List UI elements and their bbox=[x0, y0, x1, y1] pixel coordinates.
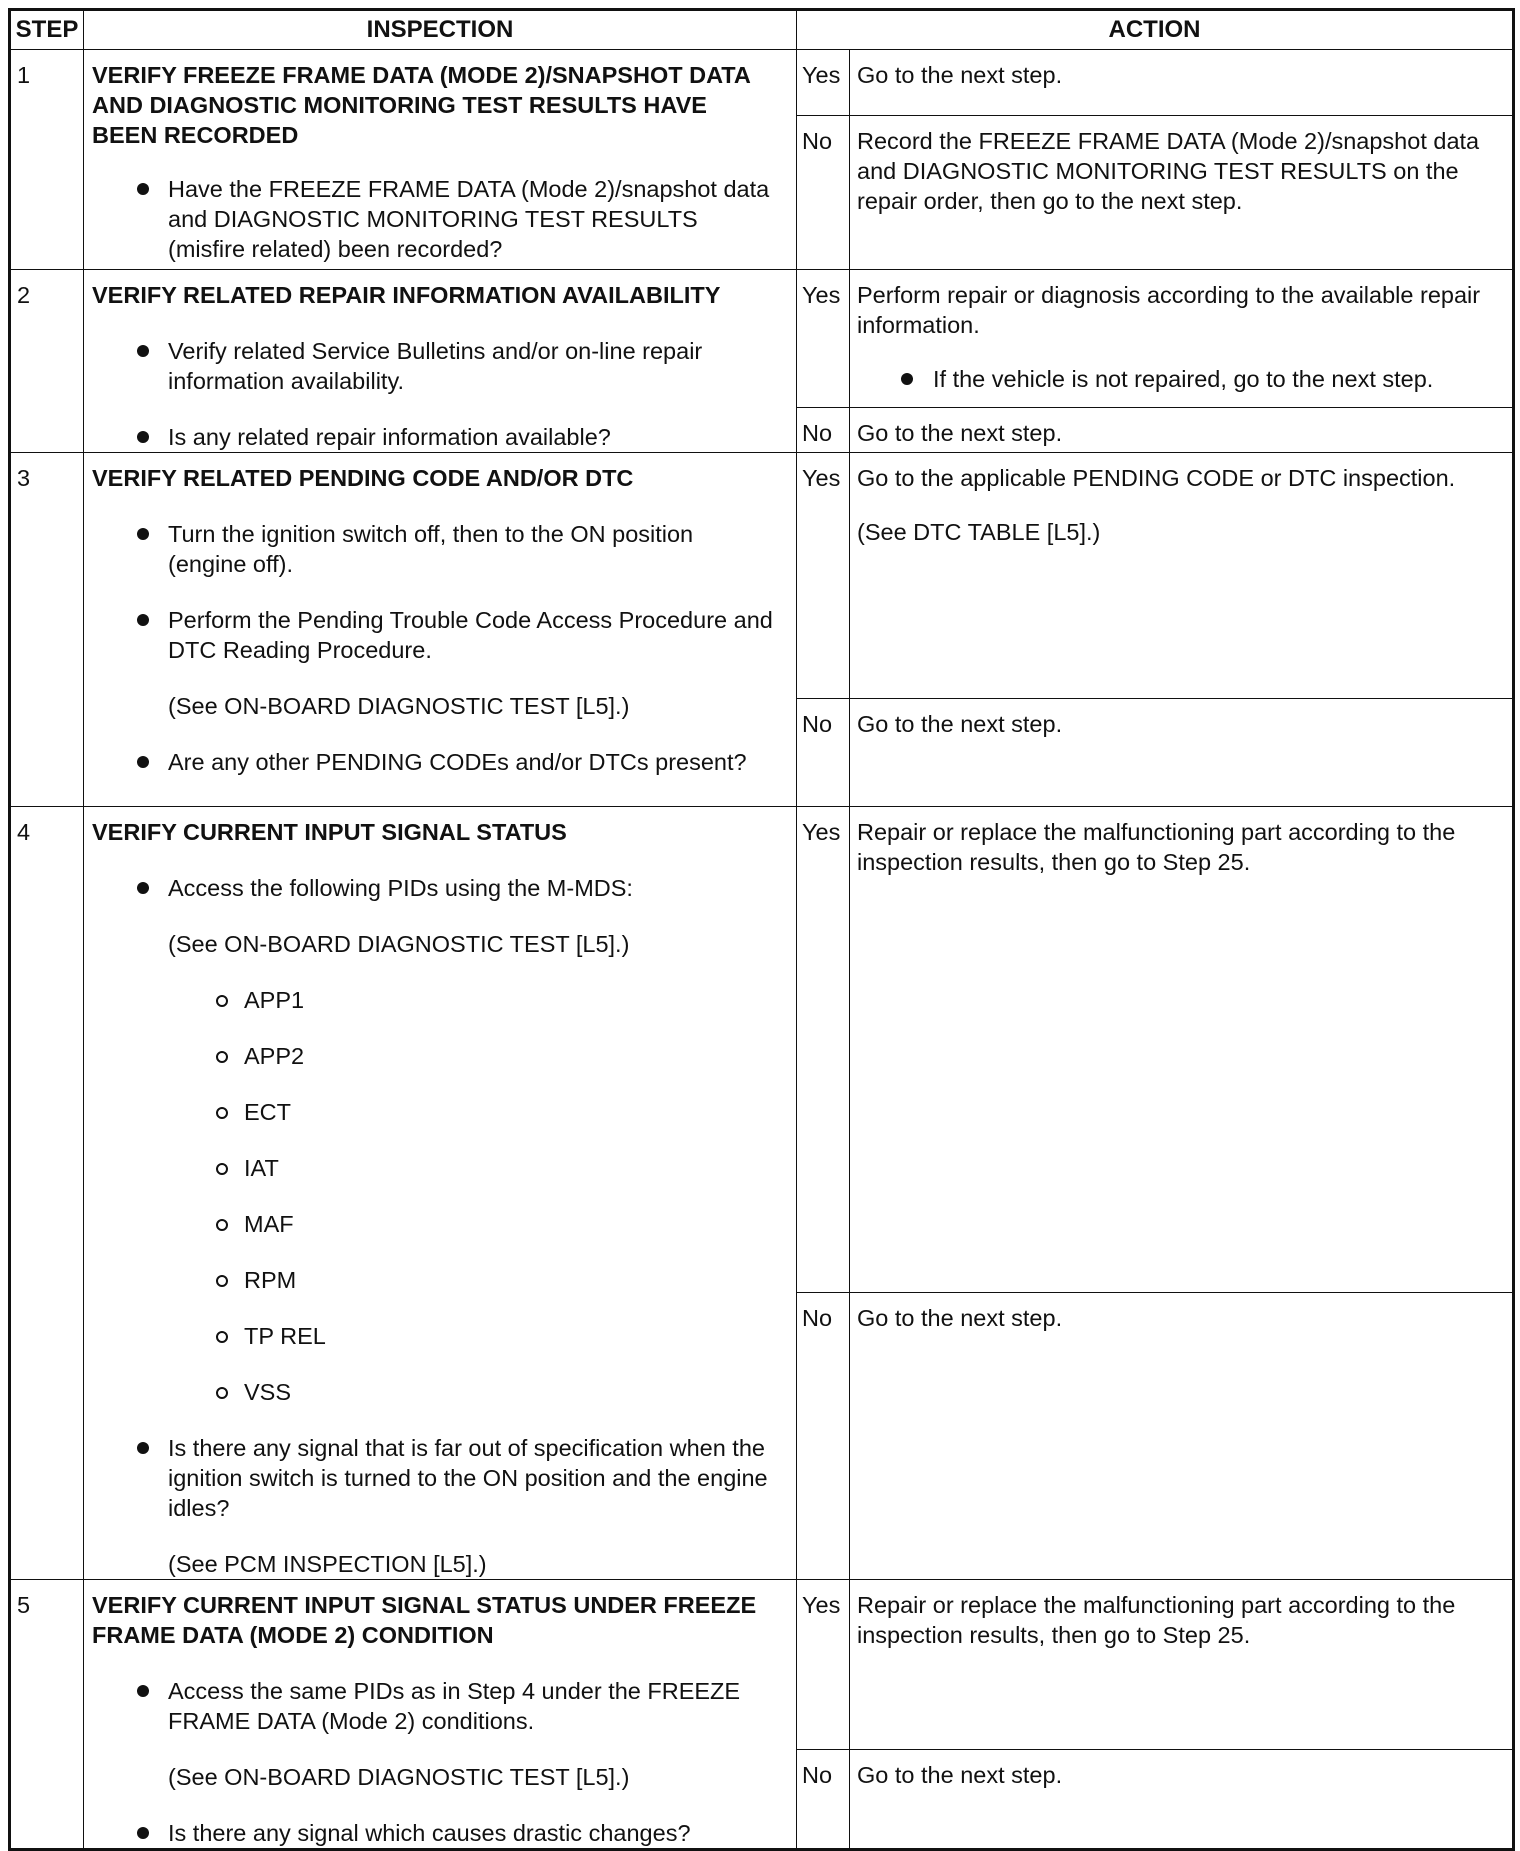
bullet-item: Access the same PIDs as in Step 4 under the FREEZE FRAME DATA (Mode 2) conditions. bbox=[92, 1676, 778, 1736]
bullet-item: Perform the Pending Trouble Code Access Procedure and DTC Reading Procedure. bbox=[92, 605, 778, 665]
step-title: VERIFY RELATED REPAIR INFORMATION AVAILABILITY bbox=[92, 282, 721, 308]
step-title: VERIFY RELATED PENDING CODE AND/OR DTC bbox=[92, 465, 634, 491]
yes-label: Yes bbox=[797, 270, 850, 408]
bullet-item: Is any related repair information available? bbox=[92, 422, 778, 452]
table-header-row bbox=[10, 10, 1514, 50]
yes-action-cell bbox=[850, 453, 1514, 699]
step-number: 5 bbox=[10, 1580, 84, 1850]
inspection-cell bbox=[84, 1580, 797, 1850]
no-action: Go to the next step. bbox=[850, 1293, 1514, 1580]
no-action: Go to the next step. bbox=[850, 1750, 1514, 1850]
table-row bbox=[10, 453, 1514, 699]
bullet-item: Have the FREEZE FRAME DATA (Mode 2)/snapshot data and DIAGNOSTIC MONITORING TEST RESULTS (misfire related) been recorded? bbox=[92, 174, 778, 264]
pid-item: IAT bbox=[92, 1153, 778, 1183]
bullet-item: Verify related Service Bulletins and/or on-line repair information availability. bbox=[92, 336, 778, 396]
pid-item: ECT bbox=[92, 1097, 778, 1127]
yes-label: Yes bbox=[797, 807, 850, 1293]
table-row bbox=[10, 270, 1514, 408]
header-inspection: INSPECTION bbox=[84, 10, 797, 50]
pid-item: APP2 bbox=[92, 1041, 778, 1071]
step-number: 1 bbox=[10, 50, 84, 270]
yes-action-cell bbox=[850, 270, 1514, 408]
pid-item: TP REL bbox=[92, 1321, 778, 1351]
table-row bbox=[10, 1580, 1514, 1750]
bullet-item: Is there any signal which causes drastic changes? bbox=[92, 1818, 778, 1848]
table-row bbox=[10, 50, 1514, 116]
step-number: 2 bbox=[10, 270, 84, 453]
action-reference: (See DTC TABLE [L5].) bbox=[857, 519, 1101, 545]
header-action: ACTION bbox=[797, 10, 1514, 50]
inspection-cell bbox=[84, 270, 797, 453]
header-step: STEP bbox=[10, 10, 84, 50]
pid-item: VSS bbox=[92, 1377, 778, 1407]
step-number: 4 bbox=[10, 807, 84, 1580]
reference-note: (See ON-BOARD DIAGNOSTIC TEST [L5].) bbox=[168, 931, 630, 957]
no-action: Go to the next step. bbox=[850, 407, 1514, 452]
yes-action: Go to the next step. bbox=[850, 50, 1514, 116]
no-action: Record the FREEZE FRAME DATA (Mode 2)/snapshot data and DIAGNOSTIC MONITORING TEST RESULTS on the repair order, then go to the next step. bbox=[850, 116, 1514, 270]
no-label: No bbox=[797, 1293, 850, 1580]
table-row bbox=[10, 807, 1514, 1293]
step-title: VERIFY CURRENT INPUT SIGNAL STATUS bbox=[92, 819, 567, 845]
step-title: VERIFY CURRENT INPUT SIGNAL STATUS UNDER FREEZE FRAME DATA (MODE 2) CONDITION bbox=[92, 1592, 757, 1648]
yes-label: Yes bbox=[797, 50, 850, 116]
no-label: No bbox=[797, 116, 850, 270]
yes-action: Repair or replace the malfunctioning part according to the inspection results, then go to Step 25. bbox=[850, 807, 1514, 1293]
step-title: VERIFY FREEZE FRAME DATA (MODE 2)/SNAPSHOT DATA AND DIAGNOSTIC MONITORING TEST RESULTS HAVE BEEN RECORDED bbox=[92, 62, 751, 148]
action-bullet: If the vehicle is not repaired, go to the next step. bbox=[857, 364, 1504, 394]
no-label: No bbox=[797, 699, 850, 807]
bullet-item: Turn the ignition switch off, then to the ON position (engine off). bbox=[92, 519, 778, 579]
no-action: Go to the next step. bbox=[850, 699, 1514, 807]
reference-note: (See ON-BOARD DIAGNOSTIC TEST [L5].) bbox=[168, 1764, 630, 1790]
document-page bbox=[8, 8, 1512, 1851]
pid-item: MAF bbox=[92, 1209, 778, 1239]
diagnostic-procedure-table bbox=[8, 8, 1515, 1851]
inspection-cell bbox=[84, 807, 797, 1580]
yes-action: Perform repair or diagnosis according to the available repair information. bbox=[857, 282, 1481, 338]
yes-label: Yes bbox=[797, 1580, 850, 1750]
reference-note: (See ON-BOARD DIAGNOSTIC TEST [L5].) bbox=[168, 693, 630, 719]
pid-item: APP1 bbox=[92, 985, 778, 1015]
inspection-cell bbox=[84, 50, 797, 270]
no-label: No bbox=[797, 407, 850, 452]
yes-action: Repair or replace the malfunctioning part according to the inspection results, then go to Step 25. bbox=[850, 1580, 1514, 1750]
inspection-cell bbox=[84, 453, 797, 807]
reference-note: (See PCM INSPECTION [L5].) bbox=[168, 1551, 487, 1577]
yes-label: Yes bbox=[797, 453, 850, 699]
bullet-item: Access the following PIDs using the M-MDS: bbox=[92, 873, 778, 903]
pid-item: RPM bbox=[92, 1265, 778, 1295]
step-number: 3 bbox=[10, 453, 84, 807]
yes-action: Go to the applicable PENDING CODE or DTC inspection. bbox=[857, 465, 1456, 491]
no-label: No bbox=[797, 1750, 850, 1850]
bullet-item: Are any other PENDING CODEs and/or DTCs present? bbox=[92, 747, 778, 777]
bullet-item: Is there any signal that is far out of specification when the ignition switch is turned to the ON position and the engine idles? bbox=[92, 1433, 778, 1523]
